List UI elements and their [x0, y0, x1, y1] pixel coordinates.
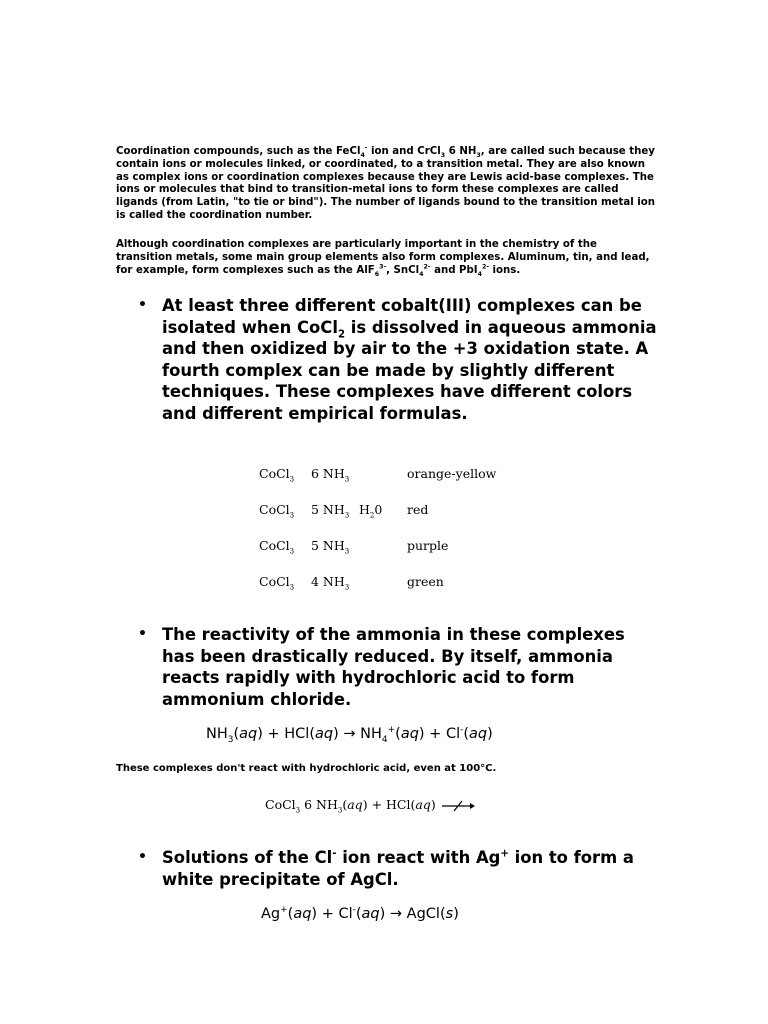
eq2-state: aq [415, 797, 431, 812]
crossed-arrow-icon [440, 800, 476, 812]
para1-text-2: ion and CrCl [367, 146, 441, 157]
eq2-term: 6 NH [300, 797, 338, 812]
eq2-term: + HCl( [367, 797, 416, 812]
ammonia-sub: 3 [344, 475, 350, 484]
eq1-term: + HCl( [262, 726, 315, 742]
formula-sub: 3 [289, 547, 295, 556]
para2-sup-2: 2- [423, 263, 431, 271]
para1-sub-2: 3 [440, 152, 446, 160]
eq1-sub: 3 [227, 734, 234, 745]
eq3-term: Ag [261, 906, 281, 922]
ammonia-sub: 3 [344, 547, 350, 556]
reaction-arrow-icon: → [343, 726, 356, 742]
eq2-sub: 3 [337, 806, 343, 815]
para2-text-4: ions. [489, 264, 521, 276]
formula-sub: 3 [289, 511, 295, 520]
bullet-dot: • [138, 849, 147, 865]
eq3-term: + Cl [317, 906, 353, 922]
bullet1-text-1: At least three different cobalt(III) complexes can be isolated when CoCl [162, 296, 642, 337]
eq1-state: aq [400, 726, 419, 742]
formula-sub: 3 [289, 475, 295, 484]
ammonia-cell [311, 502, 349, 520]
formula-cell [259, 538, 294, 556]
color-cell: orange-yellow [407, 466, 497, 481]
eq3-state: aq [293, 906, 312, 922]
eq2-term: CoCl [265, 797, 296, 812]
para2-text-3: and PbI [430, 264, 478, 276]
ammonia-text: 4 NH [311, 574, 345, 589]
ammonia-text: 6 NH [311, 466, 345, 481]
intro-paragraph [116, 146, 656, 223]
formula-sub: 3 [289, 583, 295, 592]
formula-cell [259, 502, 294, 520]
water-cell [359, 502, 382, 520]
color-cell: red [407, 502, 429, 517]
ammonia-sub: 3 [344, 583, 350, 592]
equation-ammonium-chloride: $NH_3(aq) + HCl(aq) \to NH_4^+(aq) + Cl^-(aq)$ [206, 725, 493, 745]
eq1-state: aq [315, 726, 334, 742]
ammonia-sub: 3 [344, 511, 350, 520]
eq2-state: aq [347, 797, 363, 812]
para1-sub-1: 4 [360, 152, 365, 160]
eq1-term: NH [355, 726, 382, 742]
eq1-term: ) [333, 726, 344, 742]
formula-text: CoCl [259, 502, 290, 517]
ammonia-cell [311, 466, 349, 484]
para1-sub-3: 3 [476, 152, 481, 160]
para1-text-4: , are called such because they contain ions or molecules linked, or coordinated, to a transition metal. They are also known as complex ions or coordination complexes because they are Lewis acid-base complexes. The ions or molecules that bind to transition-metal ions to form these complexes are called ligands (from Latin, "to tie or bind"). The number of ligands bound to the transition metal ion is called the coordination number. [116, 146, 656, 221]
ammonia-text: 5 NH [311, 538, 345, 553]
color-cell: green [407, 574, 444, 589]
eq1-term: + Cl [424, 726, 461, 742]
eq1-sup: - [460, 725, 464, 736]
ammonia-cell [311, 538, 349, 556]
bullet-dot: • [138, 297, 147, 313]
para2-sup-3: 2- [482, 263, 490, 271]
bullet3-text-3: ion to form a white precipitate of AgCl. [162, 848, 634, 889]
eq3-sup: + [280, 905, 288, 916]
eq3-term: AgCl( [402, 906, 446, 922]
eq1-sup: + [387, 725, 396, 736]
bullet3-text-1: Solutions of the Cl [162, 848, 333, 867]
eq1-state: aq [469, 726, 488, 742]
ammonia-text: 5 NH [311, 502, 345, 517]
water-tail: 0 [374, 502, 383, 517]
eq3-state: aq [361, 906, 380, 922]
para2-sup-1: 3- [379, 263, 387, 271]
bullet-text: The reactivity of the ammonia in these complexes has been drastically reduced. By itself, ammonia reacts rapidly with hydrochloric acid to form ammonium chloride. [162, 625, 625, 709]
formula-text: CoCl [259, 574, 290, 589]
bullet3-sup-1: - [332, 848, 337, 860]
eq2-sub: 3 [295, 806, 301, 815]
eq2-term: ) [430, 797, 436, 812]
formula-text: CoCl [259, 538, 290, 553]
reaction-arrow-icon: → [389, 906, 403, 922]
water-sub: 2 [369, 511, 375, 520]
bullet1-text-2: is dissolved in aqueous ammonia and then oxidized by air to the +3 oxidation state. A fourth complex can be made by slightly different techniques. These complexes have different colors and different empirical formulas. [162, 317, 657, 423]
color-cell: purple [407, 538, 449, 553]
para2-text-2: , SnCl [386, 264, 420, 276]
eq3-sup: - [352, 905, 356, 916]
eq1-term: NH [206, 726, 228, 742]
eq1-state: aq [239, 726, 258, 742]
eq1-sub: 4 [381, 734, 388, 745]
main-group-paragraph [116, 239, 656, 277]
bullet-text [162, 847, 662, 890]
para1-text-3: 6 NH [445, 146, 477, 157]
para2-sub-2: 4 [419, 270, 424, 278]
bullet1-sub-1: 2 [337, 328, 346, 340]
no-reaction-note: These complexes don't react with hydrochloric acid, even at 100°C. [116, 763, 497, 774]
bullet-text [162, 295, 662, 425]
eq3-term: ) [453, 906, 459, 922]
eq3-state: s [445, 906, 454, 922]
para1-sup-1: - [364, 144, 368, 152]
para2-sub-3: 4 [477, 270, 482, 278]
para2-text-1: Although coordination complexes are particularly important in the chemistry of the transition metals, some main group elements also form complexes. Aluminum, tin, and lead, for example, form complexes such as the AlF [116, 239, 650, 276]
bullet3-text-2: ion react with Ag [336, 848, 501, 867]
para2-sub-1: 6 [374, 270, 380, 278]
para1-text-1: Coordination compounds, such as the FeCl [116, 146, 361, 157]
formula-cell [259, 574, 294, 592]
ammonia-cell [311, 574, 349, 592]
equation-no-reaction: CoCl$_3$ 6 $NH_3(aq) + HCl(aq)$ [265, 797, 476, 815]
bullet3-sup-2: + [500, 848, 509, 860]
formula-cell [259, 466, 294, 484]
bullet-dot: • [138, 626, 147, 642]
formula-text: CoCl [259, 466, 290, 481]
equation-silver-chloride: Ag+(aq) + Cl-(aq) → AgCl(s) [261, 905, 459, 922]
water-text: H [359, 502, 370, 517]
